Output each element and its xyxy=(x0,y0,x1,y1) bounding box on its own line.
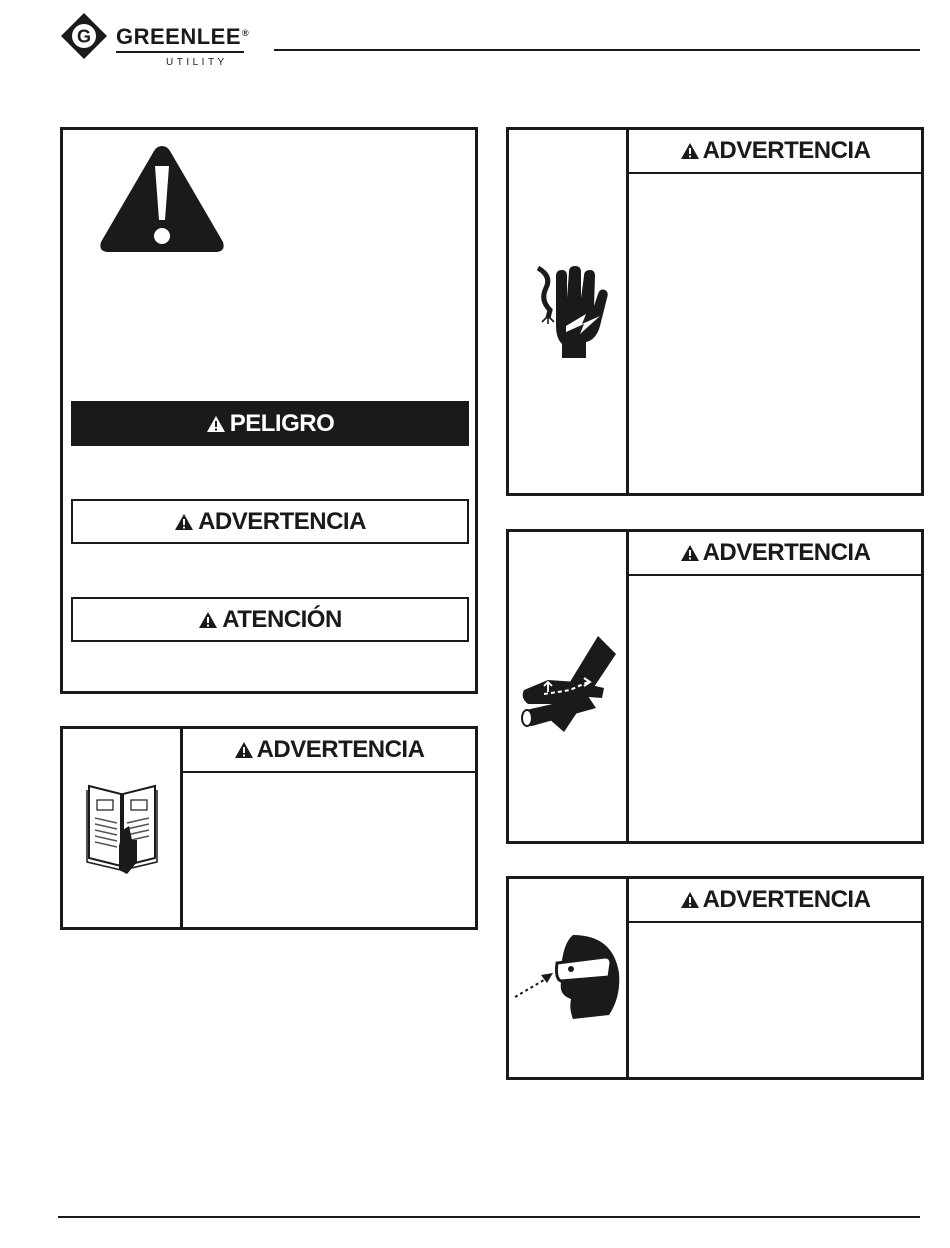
eye-protection-icon xyxy=(513,933,623,1023)
cut-warning-header xyxy=(629,532,921,576)
brand-text: GREENLEE xyxy=(116,24,242,49)
read-manual-icon xyxy=(85,780,159,876)
cutting-hazard-warning-panel xyxy=(506,529,924,844)
brand-name xyxy=(116,24,249,50)
warning-triangle-icon xyxy=(234,741,254,759)
eye-warning-title: ADVERTENCIA xyxy=(702,886,871,913)
caution-signal-bar xyxy=(71,597,469,642)
cut-warning-title: ADVERTENCIA xyxy=(702,539,871,566)
shock-icon-cell xyxy=(509,130,629,493)
cutting-hazard-icon xyxy=(518,632,618,742)
caution-label: ATENCIÓN xyxy=(222,605,342,633)
warning-triangle-icon xyxy=(680,891,700,909)
warning-triangle-icon xyxy=(680,142,700,160)
registered-mark: ® xyxy=(242,27,250,38)
subbrand-text: UTILITY xyxy=(166,57,228,68)
warning-signal-bar xyxy=(71,499,469,544)
footer-divider xyxy=(58,1216,920,1218)
electric-shock-hand-icon xyxy=(526,260,610,364)
danger-label: PELIGRO xyxy=(229,409,335,437)
greenlee-logo xyxy=(58,10,258,66)
eye-warning-header xyxy=(629,879,921,923)
warning-triangle-icon xyxy=(680,544,700,562)
read-manual-warning-panel xyxy=(60,726,478,930)
electric-shock-warning-panel xyxy=(506,127,924,496)
warning-triangle-icon xyxy=(206,415,226,433)
eye-icon-cell xyxy=(509,879,629,1077)
manual-warning-header xyxy=(183,729,475,773)
header-divider xyxy=(274,49,920,51)
warning-triangle-icon xyxy=(174,513,194,531)
warning-triangle-icon xyxy=(198,611,218,629)
eye-protection-warning-panel xyxy=(506,876,924,1080)
manual-warning-title: ADVERTENCIA xyxy=(256,736,425,763)
shock-warning-header xyxy=(629,130,921,174)
manual-icon-cell xyxy=(63,729,183,927)
logo-rule xyxy=(116,51,244,53)
danger-signal-bar xyxy=(71,401,469,446)
logo-letter: G xyxy=(76,26,92,47)
safety-alert-triangle-icon xyxy=(97,142,227,256)
greenlee-diamond-icon xyxy=(60,12,108,60)
shock-warning-title: ADVERTENCIA xyxy=(702,137,871,164)
cut-icon-cell xyxy=(509,532,629,841)
safety-alert-panel xyxy=(60,127,478,694)
warning-label: ADVERTENCIA xyxy=(198,507,366,535)
